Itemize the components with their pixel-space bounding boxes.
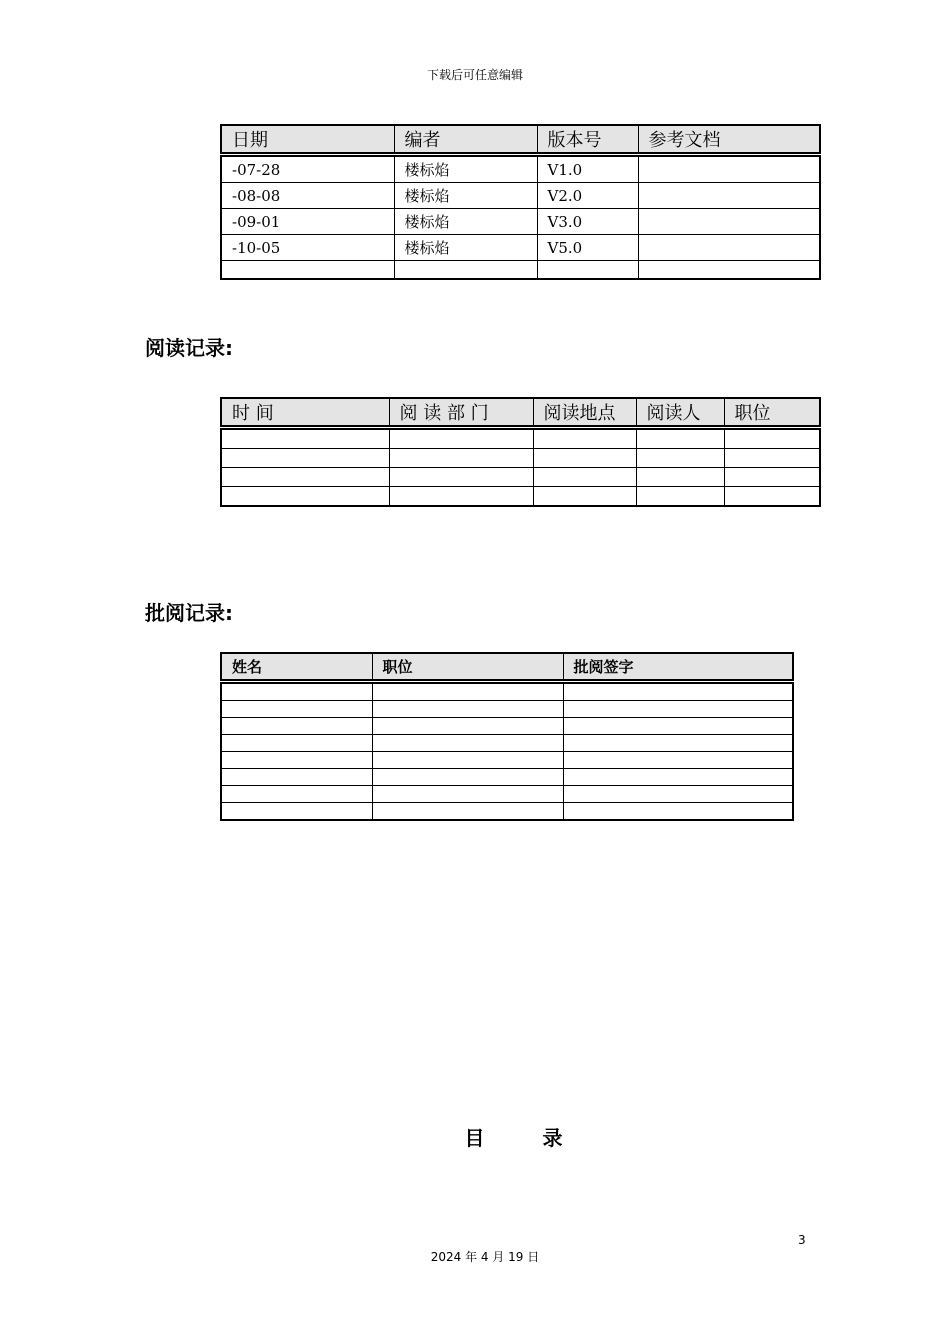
date-cell: -10-05 — [221, 235, 394, 261]
header-editor: 编者 — [394, 125, 537, 155]
version-table — [220, 124, 821, 280]
header-date: 日期 — [221, 125, 394, 155]
header-name: 姓名 — [221, 653, 372, 682]
table-row — [221, 769, 793, 786]
editor-cell: 楼标焰 — [394, 235, 537, 261]
table-row — [221, 718, 793, 735]
table-row — [221, 428, 820, 449]
header-reader: 阅读人 — [636, 398, 724, 428]
version-cell: V3.0 — [537, 209, 638, 235]
editor-cell: 楼标焰 — [394, 183, 537, 209]
table-row — [221, 682, 793, 701]
editor-cell — [394, 261, 537, 280]
version-table-header — [221, 125, 820, 155]
header-position: 职位 — [372, 653, 563, 682]
reading-record-title: 阅读记录: — [145, 336, 233, 360]
reading-table-header — [221, 398, 820, 428]
date-cell: -08-08 — [221, 183, 394, 209]
version-cell: V2.0 — [537, 183, 638, 209]
version-cell: V1.0 — [537, 155, 638, 183]
reading-record-table — [220, 397, 821, 507]
table-row — [221, 261, 820, 280]
date-cell — [221, 261, 394, 280]
version-cell: V5.0 — [537, 235, 638, 261]
table-row — [221, 235, 820, 261]
header-time: 时 间 — [221, 398, 389, 428]
toc-title: 目录 — [464, 1126, 621, 1150]
table-row — [221, 701, 793, 718]
header-reference: 参考文档 — [638, 125, 820, 155]
table-row — [221, 786, 793, 803]
table-row — [221, 735, 793, 752]
header-location: 阅读地点 — [533, 398, 636, 428]
approval-record-table — [220, 652, 794, 821]
reference-cell — [638, 261, 820, 280]
table-row — [221, 487, 820, 507]
footer-date: 2024 年 4 月 19 日 — [430, 1250, 540, 1264]
date-cell: -09-01 — [221, 209, 394, 235]
editor-cell: 楼标焰 — [394, 209, 537, 235]
table-row — [221, 449, 820, 468]
editor-cell: 楼标焰 — [394, 155, 537, 183]
reference-cell — [638, 235, 820, 261]
date-cell: -07-28 — [221, 155, 394, 183]
table-row — [221, 468, 820, 487]
header-department: 阅 读 部 门 — [389, 398, 533, 428]
header-signature: 批阅签字 — [563, 653, 793, 682]
approval-record-title: 批阅记录: — [145, 601, 233, 625]
table-row — [221, 155, 820, 183]
header-version: 版本号 — [537, 125, 638, 155]
table-row — [221, 803, 793, 821]
reference-cell — [638, 183, 820, 209]
table-row — [221, 752, 793, 769]
table-row — [221, 183, 820, 209]
approval-table-header — [221, 653, 793, 682]
page-number: 3 — [798, 1233, 806, 1247]
table-row — [221, 209, 820, 235]
header-note: 下载后可任意编辑 — [426, 68, 523, 82]
version-cell — [537, 261, 638, 280]
reference-cell — [638, 155, 820, 183]
header-position: 职位 — [724, 398, 820, 428]
reference-cell — [638, 209, 820, 235]
